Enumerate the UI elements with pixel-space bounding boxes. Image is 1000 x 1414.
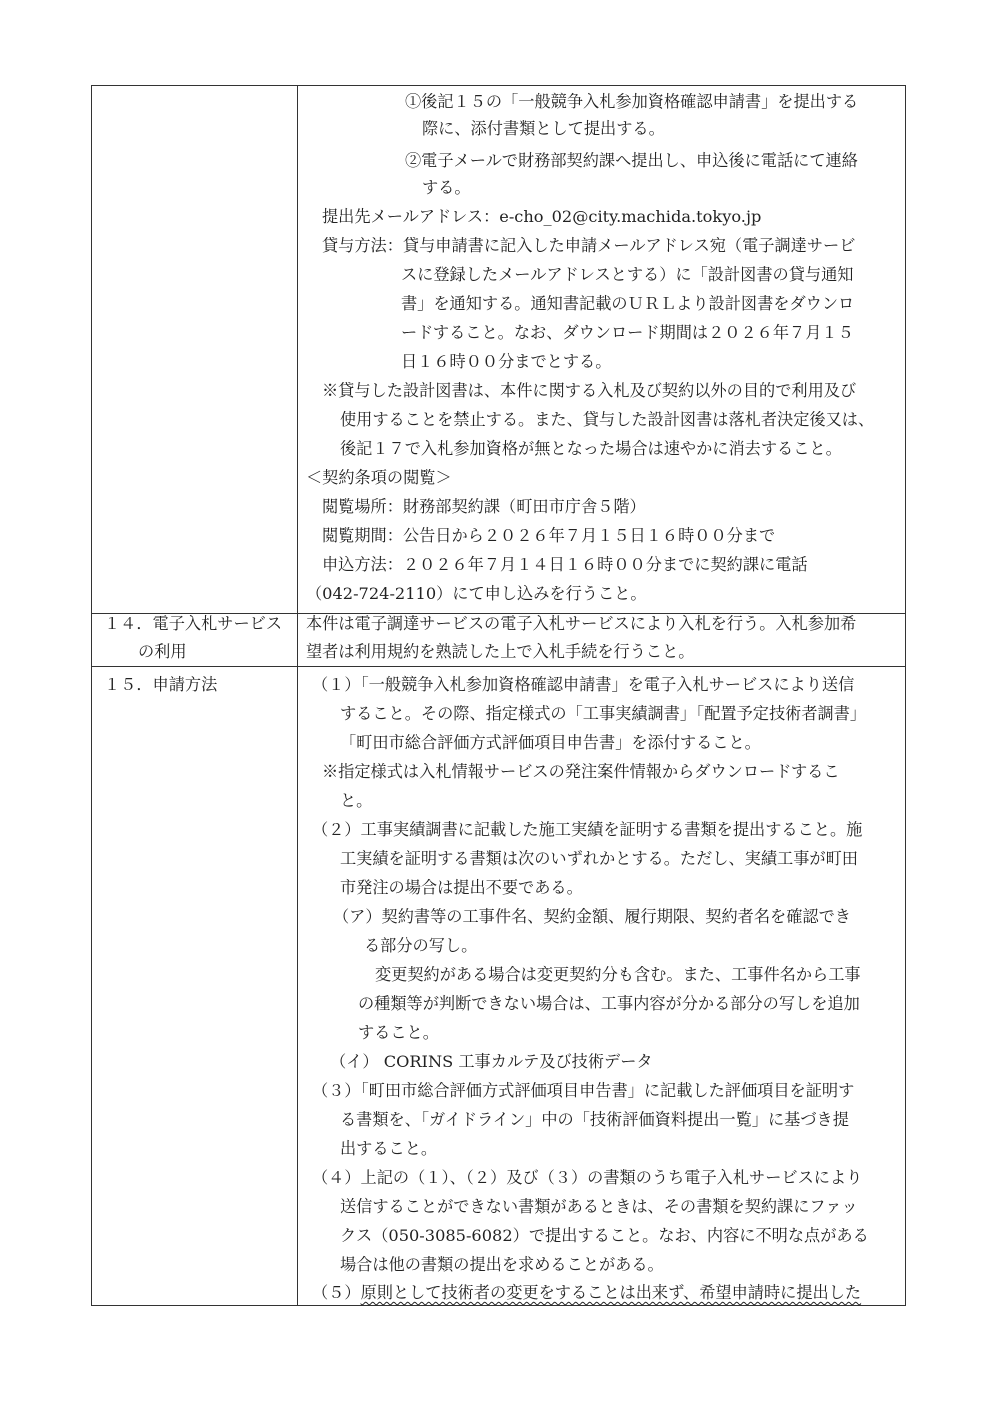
section-14-label: １４．電子入札サービス bbox=[104, 614, 283, 633]
text-line: 貸与方法：貸与申請書に記入した申請メールアドレス宛（電子調達サービ bbox=[322, 236, 856, 255]
text-line: すること。その際、指定様式の「工事実績調書」「配置予定技術者調書」 bbox=[340, 704, 867, 723]
row-divider-15 bbox=[92, 666, 905, 667]
text-line: 書」を通知する。通知書記載のＵＲＬより設計図書をダウンロ bbox=[401, 294, 855, 313]
text-line: と。 bbox=[340, 791, 373, 810]
text-line: 場合は他の書類の提出を求めることがある。 bbox=[340, 1255, 664, 1274]
text-line: 日１６時００分までとする。 bbox=[401, 352, 612, 371]
email-line: 提出先メールアドレス：e-cho_02@city.machida.tokyo.jp bbox=[322, 207, 762, 226]
text-line: クス（050-3085-6082）で提出すること。なお、内容に不明な点がある bbox=[340, 1226, 869, 1245]
text-line: する。 bbox=[422, 178, 471, 197]
text-line: 閲覧期間：公告日から２０２６年７月１５日１６時００分まで bbox=[322, 526, 776, 545]
text-line: 変更契約がある場合は変更契約分も含む。また、工事件名から工事 bbox=[375, 965, 861, 984]
text-line: ードすること。なお、ダウンロード期間は２０２６年７月１５ bbox=[401, 323, 854, 342]
text-line: る書類を、「ガイドライン」中の「技術評価資料提出一覧」に基づき提 bbox=[340, 1110, 849, 1129]
text-line: 市発注の場合は提出不要である。 bbox=[340, 878, 583, 897]
text-line bbox=[312, 1283, 861, 1303]
text-line: ※指定様式は入札情報サービスの発注案件情報からダウンロードするこ bbox=[322, 762, 840, 781]
text-line: 閲覧場所：財務部契約課（町田市庁舎５階） bbox=[322, 497, 646, 516]
text-line: （１）「一般競争入札参加資格確認申請書」を電子入札サービスにより送信 bbox=[312, 675, 855, 694]
text-line: 望者は利用規約を熟読した上で入札手続を行うこと。 bbox=[306, 642, 695, 661]
text-line: 使用することを禁止する。また、貸与した設計図書は落札者決定後又は、 bbox=[340, 410, 875, 429]
text-line: 申込方法：２０２６年７月１４日１６時００分までに契約課に電話 bbox=[322, 555, 808, 574]
item-prefix: （５） bbox=[312, 1283, 361, 1302]
text-line: 工実績を証明する書類は次のいずれかとする。ただし、実績工事が町田 bbox=[340, 849, 858, 868]
text-line: の種類等が判断できない場合は、工事内容が分かる部分の写しを追加 bbox=[358, 994, 860, 1013]
text-line: る部分の写し。 bbox=[364, 936, 478, 955]
text-line: ①後記１５の「一般競争入札参加資格確認申請書」を提出する bbox=[405, 92, 859, 111]
subheading: ＜契約条項の閲覧＞ bbox=[306, 468, 452, 487]
text-line: （２）工事実績調書に記載した施工実績を証明する書類を提出すること。施 bbox=[312, 820, 863, 839]
text-line: 後記１７で入札参加資格が無となった場合は速やかに消去すること。 bbox=[340, 439, 842, 458]
text-line: すること。 bbox=[358, 1023, 439, 1042]
column-divider bbox=[297, 86, 298, 1305]
text-line: （042-724-2110）にて申し込みを行うこと。 bbox=[306, 584, 647, 603]
text-line: ※貸与した設計図書は、本件に関する入札及び契約以外の目的で利用及び bbox=[322, 381, 857, 400]
underlined-text: 原則として技術者の変更をすることは出来ず、希望申請時に提出した bbox=[360, 1283, 862, 1302]
text-line: 「町田市総合評価方式評価項目申告書」を添付すること。 bbox=[340, 733, 761, 752]
text-line: 際に、添付書類として提出する。 bbox=[422, 119, 665, 138]
text-line: （イ） CORINS 工事カルテ及び技術データ bbox=[330, 1052, 653, 1071]
section-14-label-cont: の利用 bbox=[138, 642, 187, 661]
text-line: スに登録したメールアドレスとする）に「設計図書の貸与通知 bbox=[401, 265, 854, 284]
text-line: 出すること。 bbox=[340, 1139, 438, 1158]
section-15-label: １５．申請方法 bbox=[104, 675, 218, 694]
text-line: ②電子メールで財務部契約課へ提出し、申込後に電話にて連絡 bbox=[405, 151, 858, 170]
text-line: （３）「町田市総合評価方式評価項目申告書」に記載した評価項目を証明す bbox=[312, 1081, 855, 1100]
text-line: （４）上記の（１）、（２）及び（３）の書類のうち電子入札サービスにより bbox=[312, 1168, 863, 1187]
text-line: （ア）契約書等の工事件名、契約金額、履行期限、契約者名を確認でき bbox=[333, 907, 851, 926]
text-line: 本件は電子調達サービスの電子入札サービスにより入札を行う。入札参加希 bbox=[306, 614, 857, 633]
text-line: 送信することができない書類があるときは、その書類を契約課にファッ bbox=[340, 1197, 858, 1216]
